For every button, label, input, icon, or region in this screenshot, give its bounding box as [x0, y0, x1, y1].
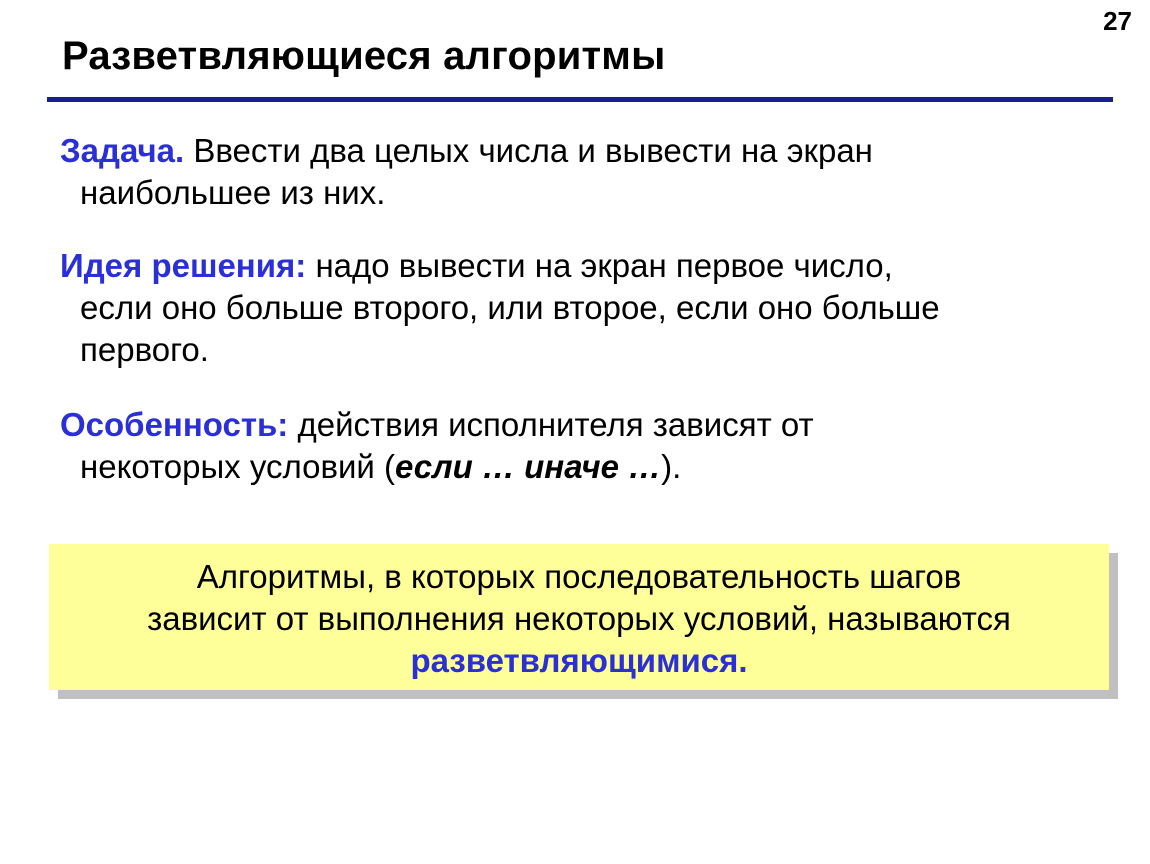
feature-label: Особенность:: [60, 406, 289, 443]
task-paragraph: [60, 130, 1100, 214]
slide-number: 27: [1103, 6, 1132, 36]
title-underline: [47, 97, 1113, 102]
page-title: Разветвляющиеся алгоритмы: [62, 34, 666, 78]
task-label: Задача.: [60, 132, 185, 169]
definition-box: [49, 544, 1109, 690]
idea-text-line1: надо вывести на экран первое число,: [315, 247, 893, 284]
feature-paragraph: [60, 404, 1100, 488]
definition-line1: Алгоритмы, в которых последовательность шагов: [196, 558, 962, 595]
idea-text-line3: первого.: [80, 331, 209, 368]
feature-text-line2: [60, 446, 1100, 488]
feature-text-after: ).: [661, 448, 682, 485]
idea-label: Идея решения:: [60, 247, 307, 284]
task-text-line1: Ввести два целых числа и вывести на экран: [193, 132, 873, 169]
definition-line2: зависит от выполнения некоторых условий, называются: [147, 600, 1011, 637]
feature-text-line1: действия исполнителя зависят от: [297, 406, 814, 443]
feature-keywords: если … иначе …: [395, 448, 662, 485]
task-text-line2: наибольшее из них.: [80, 174, 386, 211]
feature-text-before: некоторых условий (: [80, 448, 396, 485]
definition-term: разветвляющимися.: [410, 642, 748, 679]
idea-paragraph: [60, 245, 1100, 371]
idea-text-line2: если оно больше второго, или второе, если оно больше: [80, 289, 940, 326]
